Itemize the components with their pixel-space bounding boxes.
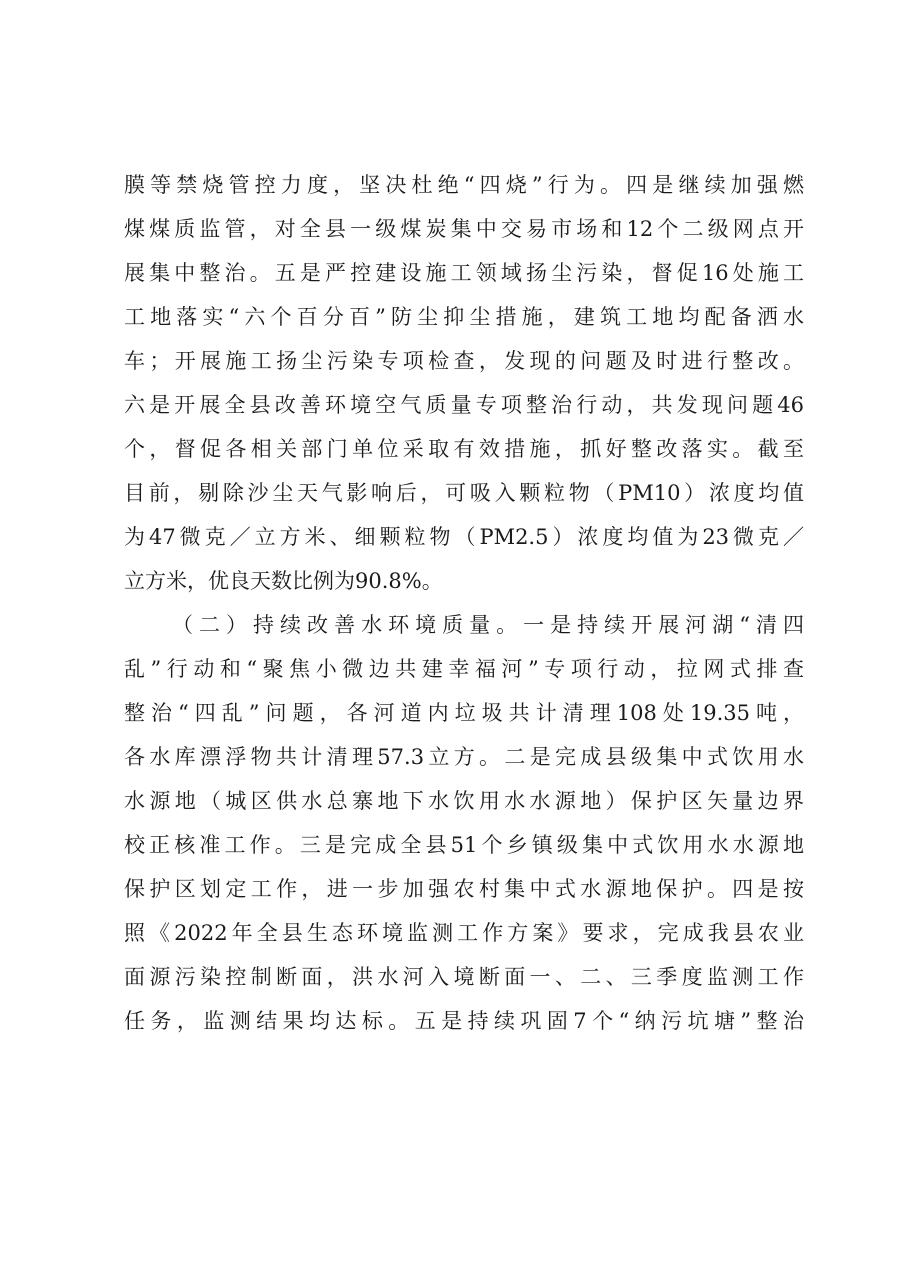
text-line: 展集中整治。五是严控建设施工领域扬尘污染，督促16处施工 [124, 261, 804, 285]
text-line: 面源污染控制断面，洪水河入境断面一、二、三季度监测工作 [124, 965, 804, 989]
text-line: 六是开展全县改善环境空气质量专项整治行动，共发现问题46 [124, 393, 804, 417]
text-line: 目前，剔除沙尘天气影响后，可吸入颗粒物（PM10）浓度均值 [124, 481, 804, 505]
text-line: 车；开展施工扬尘污染专项检查，发现的问题及时进行整改。 [124, 349, 804, 373]
text-line: 校正核准工作。三是完成全县51个乡镇级集中式饮用水水源地 [124, 833, 804, 857]
text-line: 为47微克／立方米、细颗粒物（PM2.5）浓度均值为23微克／ [124, 525, 804, 549]
text-line: 水源地（城区供水总寨地下水饮用水水源地）保护区矢量边界 [124, 789, 804, 813]
text-line: 照《2022年全县生态环境监测工作方案》要求，完成我县农业 [124, 921, 804, 945]
text-line: 膜等禁烧管控力度，坚决杜绝“四烧”行为。四是继续加强燃 [124, 173, 804, 197]
text-line: 任务，监测结果均达标。五是持续巩固7个“纳污坑塘”整治 [124, 1009, 804, 1033]
text-line: 整治“四乱”问题，各河道内垃圾共计清理108处19.35吨， [124, 701, 804, 725]
text-line: 各水库漂浮物共计清理57.3立方。二是完成县级集中式饮用水 [124, 745, 804, 769]
text-line: 个，督促各相关部门单位采取有效措施，抓好整改落实。截至 [124, 437, 804, 461]
text-line: 工地落实“六个百分百”防尘抑尘措施，建筑工地均配备洒水 [124, 305, 804, 329]
text-line: 保护区划定工作，进一步加强农村集中式水源地保护。四是按 [124, 877, 804, 901]
text-line: 煤煤质监管，对全县一级煤炭集中交易市场和12个二级网点开 [124, 217, 804, 241]
section-heading-line: （二）持续改善水环境质量。一是持续开展河湖“清四 [172, 613, 804, 637]
text-line: 乱”行动和“聚焦小微边共建幸福河”专项行动，拉网式排查 [124, 657, 804, 681]
text-line: 立方米，优良天数比例为90.8%。 [124, 569, 443, 593]
